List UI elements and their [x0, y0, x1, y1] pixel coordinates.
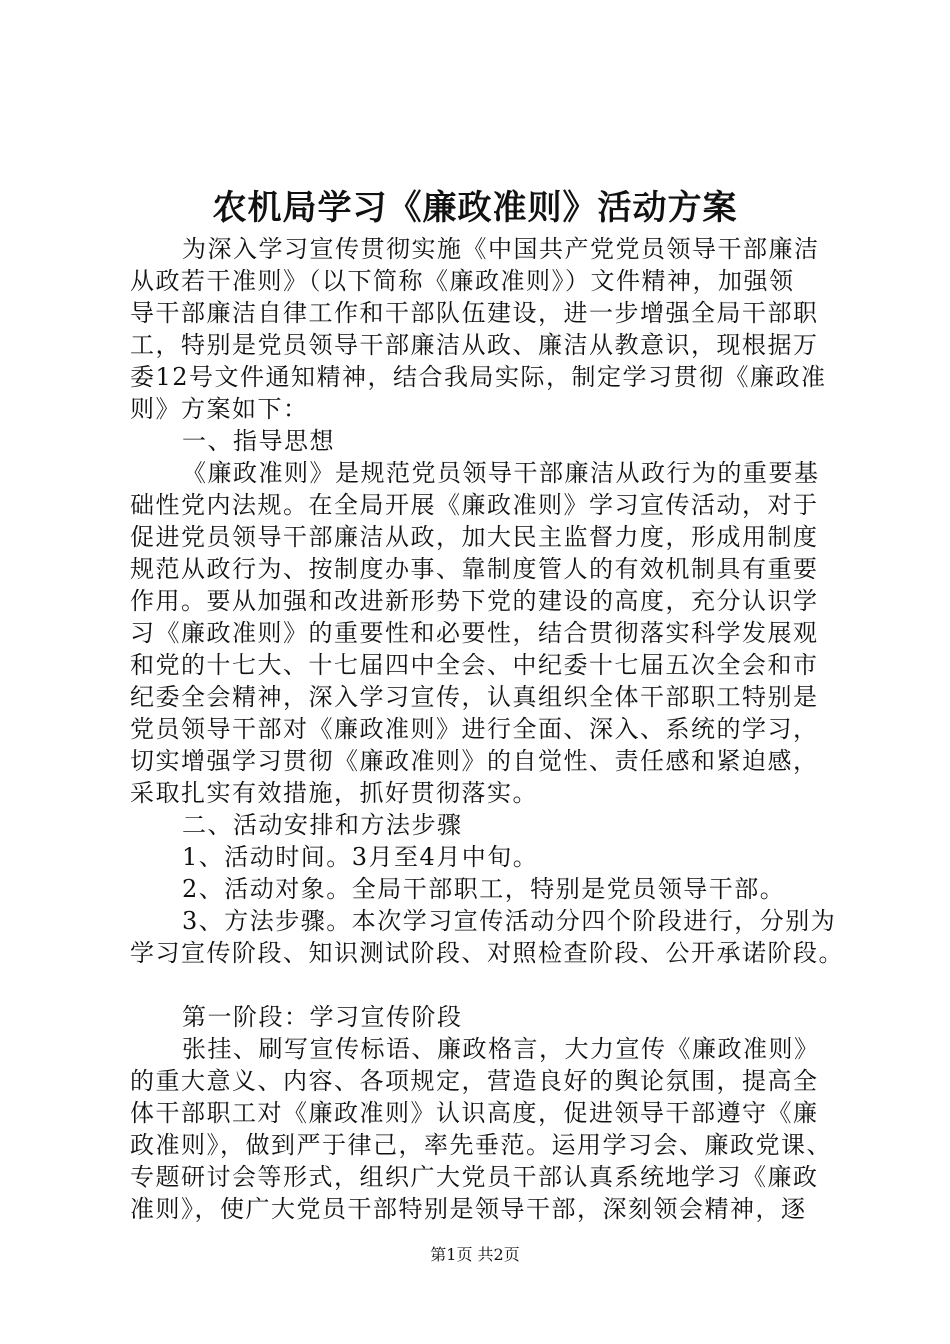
list-item: 3、方法步骤。本次学习宣传活动分四个阶段进行，分别为 [182, 907, 837, 935]
paragraph-line: 习《廉政准则》的重要性和必要性，结合贯彻落实科学发展观 [130, 619, 819, 647]
section-heading: 一、指导思想 [182, 427, 335, 455]
page-footer: 第1页 共2页 [430, 1245, 520, 1264]
document-title: 农机局学习《廉政准则》活动方案 [212, 188, 738, 228]
paragraph-line: 和党的十七大、十七届四中全会、中纪委十七届五次全会和市 [130, 651, 819, 679]
document-body [130, 233, 844, 1225]
paragraph-line: 的重大意义、内容、各项规定，营造良好的舆论氛围，提高全 [130, 1067, 819, 1095]
paragraph-line: 党员领导干部对《廉政准则》进行全面、深入、系统的学习， [130, 715, 819, 743]
paragraph-line: 《廉政准则》是规范党员领导干部廉洁从政行为的重要基 [182, 459, 820, 487]
paragraph-line: 为深入学习宣传贯彻实施《中国共产党党员领导干部廉洁 [182, 235, 820, 263]
paragraph-line: 专题研讨会等形式，组织广大党员干部认真系统地学习《廉政 [130, 1163, 819, 1191]
paragraph-line: 切实增强学习贯彻《廉政准则》的自觉性、责任感和紧迫感， [130, 747, 819, 775]
subsection-heading: 第一阶段：学习宣传阶段 [182, 1003, 463, 1031]
list-item: 1、活动时间。3月至4月中旬。 [182, 843, 539, 871]
list-item: 2、活动对象。全局干部职工，特别是党员领导干部。 [182, 875, 786, 903]
paragraph-line: 导干部廉洁自律工作和干部队伍建设，进一步增强全局干部职 [130, 299, 819, 327]
paragraph-line: 学习宣传阶段、知识测试阶段、对照检查阶段、公开承诺阶段。 [130, 939, 844, 967]
paragraph-line: 政准则》，做到严于律己，率先垂范。运用学习会、廉政党课、 [130, 1131, 832, 1159]
paragraph-line: 作用。要从加强和改进新形势下党的建设的高度，充分认识学 [130, 587, 819, 615]
blank-line [130, 969, 830, 1001]
paragraph-line: 从政若干准则》（以下简称《廉政准则》）文件精神，加强领 [130, 267, 795, 295]
paragraph-line: 础性党内法规。在全局开展《廉政准则》学习宣传活动，对于 [130, 491, 819, 519]
paragraph-line: 准则》，使广大党员干部特别是领导干部，深刻领会精神，逐 [130, 1195, 807, 1223]
paragraph-line: 纪委全会精神，深入学习宣传，认真组织全体干部职工特别是 [130, 683, 819, 711]
paragraph-line: 工，特别是党员领导干部廉洁从政、廉洁从教意识，现根据万 [130, 331, 819, 359]
paragraph-line: 张挂、刷写宣传标语、廉政格言，大力宣传《廉政准则》 [182, 1035, 820, 1063]
paragraph-line: 规范从政行为、按制度办事、靠制度管人的有效机制具有重要 [130, 555, 819, 583]
paragraph-line: 体干部职工对《廉政准则》认识高度，促进领导干部遵守《廉 [130, 1099, 819, 1127]
paragraph-line: 则》方案如下： [130, 395, 309, 423]
paragraph-line: 采取扎实有效措施，抓好贯彻落实。 [130, 779, 538, 807]
section-heading: 二、活动安排和方法步骤 [182, 811, 463, 839]
paragraph-line: 委12号文件通知精神，结合我局实际，制定学习贯彻《廉政准 [130, 363, 827, 391]
paragraph-line: 促进党员领导干部廉洁从政，加大民主监督力度，形成用制度 [130, 523, 819, 551]
